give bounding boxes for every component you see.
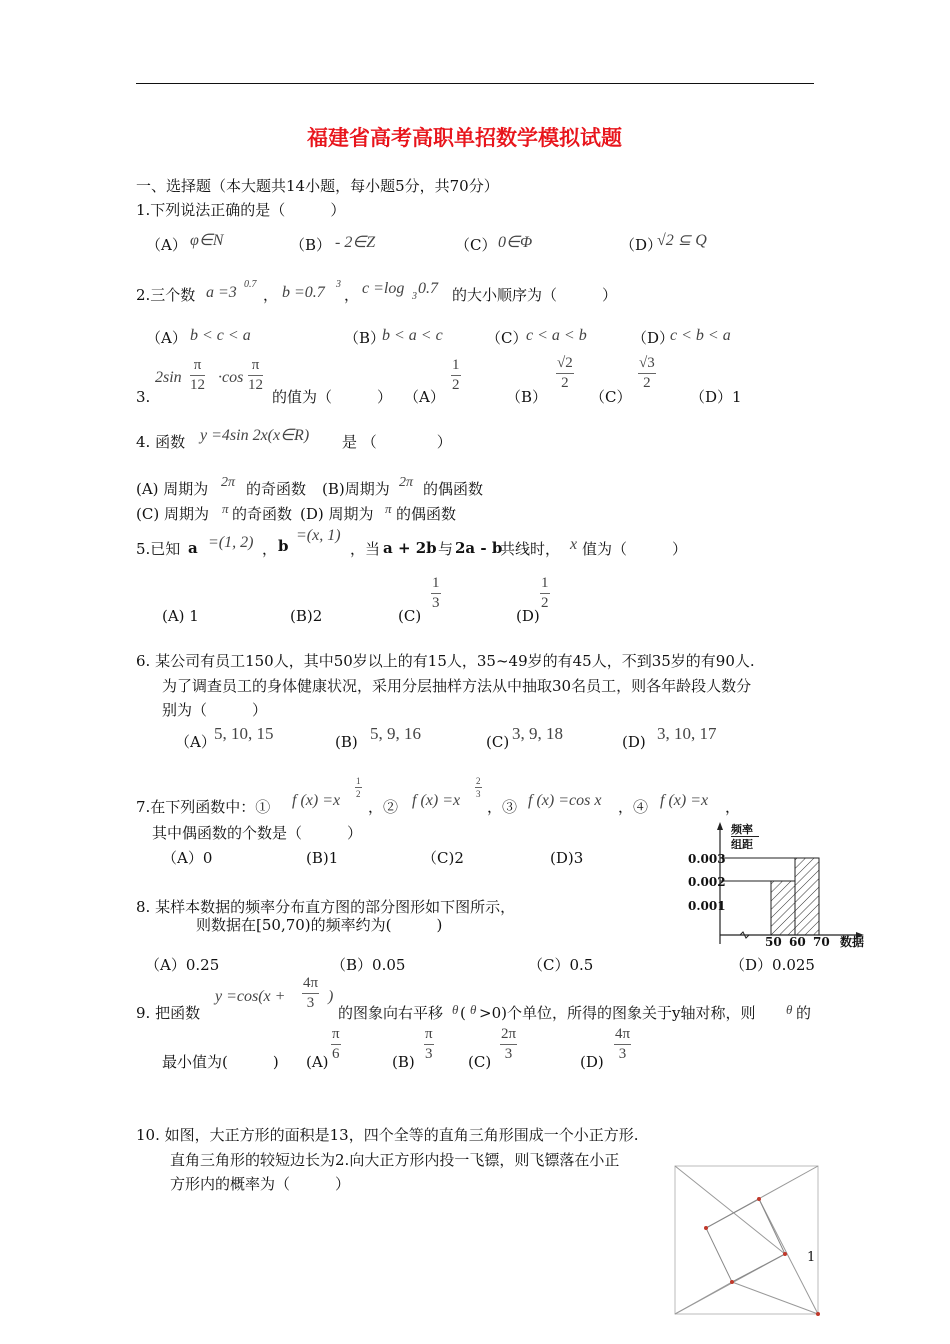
vertex-point [730, 1280, 734, 1284]
histogram-y-tick-0003: 0.003 [688, 852, 726, 866]
q7-lead: 7.在下列函数中：① [136, 798, 271, 816]
q7-f2-exponent: $\frac{2}{3}$ [476, 776, 481, 799]
q3-option-b-value: $\frac{√2}{2}$ [557, 355, 573, 391]
q3-option-a-label: （A） [404, 388, 445, 406]
q9-option-c-value: $\frac{2\pi}{3}$ [501, 1026, 517, 1062]
q9-theta: θ [452, 1002, 459, 1017]
q6-option-b-label: (B) [335, 733, 358, 751]
q1-option-c-expr: 0∈Φ [498, 234, 533, 251]
vertex-point [783, 1252, 787, 1256]
q10-line-2: 直角三角形的较短边长为2.向大正方形内投一飞镖，则飞镖落在小正 [170, 1151, 620, 1169]
q2-c-expr: c =log [362, 280, 405, 297]
q5-variable-x: x [570, 536, 578, 553]
q2-option-d-expr: c < b < a [670, 327, 731, 344]
q2-sep-2: ， [344, 286, 360, 304]
q5-option-a: (A) 1 [162, 607, 199, 625]
q8-line-1: 8. 某样本数据的频率分布直方图的部分图形如下图所示， [136, 898, 516, 916]
q3-fraction-2: $\frac{\pi}{12}$ [248, 357, 263, 393]
q5-vector-a: a [188, 539, 198, 557]
q2-c-arg: 0.7 [418, 280, 438, 297]
q9-cond-open: ( [460, 1004, 466, 1022]
q5-expr-2: 2a - b [455, 539, 503, 557]
q4-tail: 是 （ ） [342, 433, 452, 451]
page-title: 福建省高考高职单招数学模拟试题 [307, 125, 622, 150]
q6-option-c-label: (C) [486, 733, 510, 751]
q5-option-d-value: $\frac{1}{2}$ [541, 575, 549, 611]
q4-option-d-tail: 的偶函数 [396, 505, 457, 523]
q7-f4: f (x) =x [660, 792, 709, 809]
q9-line-2: 最小值为( ) [162, 1053, 279, 1071]
q4-expr: y =4sin 2x(x∈R) [200, 427, 310, 444]
q7-sep-3: ，③ [487, 798, 518, 816]
q3-expr-lead: 2sin [155, 369, 182, 386]
q1-option-b-label: （B） [290, 236, 332, 254]
q9-option-c-label: (C) [468, 1053, 492, 1071]
q5-with: 与 [438, 540, 454, 558]
q7-option-d: (D)3 [550, 849, 584, 867]
histogram-x-label: 数据 [840, 935, 865, 949]
q6-option-a-label: （A） [175, 733, 216, 751]
q8-option-c: （C）0.5 [528, 956, 594, 974]
histogram-x-tick-60: 60 [789, 935, 806, 949]
histogram-y-tick-0001: 0.001 [688, 899, 726, 913]
q9-tail: 的 [796, 1004, 812, 1022]
q9-option-a-label: (A) [306, 1053, 329, 1071]
histogram-x-tick-70: 70 [813, 935, 830, 949]
q5-vector-b: b [278, 537, 289, 555]
q4-option-c-tail: 的奇函数 [232, 505, 293, 523]
page-number: 1 [807, 1250, 816, 1265]
q2-b-exponent: 3 [336, 279, 341, 290]
q4-option-d-text: (D) 周期为 [300, 505, 374, 523]
q2-sep-1: ， [263, 286, 279, 304]
q7-sep-2: ，② [368, 798, 399, 816]
q2-c-base: 3 [412, 291, 417, 302]
q6-option-b-value: 5, 9, 16 [370, 724, 421, 743]
q3-option-a-value: $\frac{1}{2}$ [452, 357, 460, 393]
q7-option-a: （A）0 [162, 849, 213, 867]
q6-option-d-value: 3, 10, 17 [657, 724, 717, 743]
histogram-y-tick-0002: 0.002 [688, 875, 726, 889]
q9-expr-head: y =cos(x + [215, 988, 286, 1005]
q9-expr-close: ) [328, 988, 334, 1005]
q9-option-d-label: (D) [580, 1053, 604, 1071]
q4-option-c-expr: π [222, 501, 229, 516]
q5-option-c-value: $\frac{1}{3}$ [432, 575, 440, 611]
vertex-point [816, 1312, 820, 1316]
histogram-bar-60-70 [795, 858, 819, 935]
q10-line-3: 方形内的概率为（ ） [170, 1175, 351, 1193]
q3-option-d: （D）1 [690, 388, 742, 406]
q8-option-b: （B）0.05 [331, 956, 406, 974]
q6-line-1: 6. 某公司有员工150人，其中50岁以上的有15人，35~49岁的有45人，不到35岁的有90人. [136, 652, 755, 670]
inner-square [706, 1199, 785, 1282]
q3-number: 3. [136, 388, 151, 406]
q5-option-c-label: (C) [398, 607, 422, 625]
section-heading: 一、选择题（本大题共14小题，每小题5分，共70分） [136, 177, 499, 195]
q2-b-expr: b =0.7 [282, 284, 325, 301]
q3-option-c-label: （C） [590, 388, 632, 406]
q6-line-2: 为了调查员工的身体健康状况，采用分层抽样方法从中抽取30名员工，则各年龄段人数分 [162, 677, 752, 695]
q7-sep-4: ，④ [618, 798, 649, 816]
histogram-x-tick-50: 50 [765, 935, 782, 949]
q6-option-a-value: 5, 10, 15 [214, 724, 274, 743]
q9-expr-fraction: $\frac{4\pi}{3}$ [303, 975, 319, 1011]
q4-option-c-text: (C) 周期为 [136, 505, 209, 523]
q9-option-a-value: $\frac{\pi}{6}$ [332, 1026, 340, 1062]
q7-line-2: 其中偶函数的个数是（ ） [152, 824, 363, 842]
q6-option-d-label: (D) [622, 733, 646, 751]
q6-line-3: 别为（ ） [162, 701, 268, 719]
q5-lead: 5.已知 [136, 540, 181, 558]
q7-f1: f (x) =x [292, 792, 341, 809]
q5-option-b: (B)2 [290, 607, 323, 625]
q2-option-c-label: （C） [486, 329, 528, 347]
q1-option-d-expr: √2 ⊆ Q [657, 232, 707, 249]
outer-square [675, 1166, 818, 1314]
q8-line-2: 则数据在[50,70)的频率约为( ) [196, 916, 443, 934]
q4-lead: 4. 函数 [136, 433, 186, 451]
pinwheel-square-figure [668, 1160, 828, 1320]
q1-option-b-expr: - 2∈Z [335, 234, 376, 251]
histogram-y-label-bottom: 组距 [731, 838, 753, 851]
q5-sep: ， [262, 540, 278, 558]
vertex-point [757, 1197, 761, 1201]
q7-f1-exponent: $\frac{1}{2}$ [356, 776, 361, 799]
q1-option-d-label: （D） [620, 236, 663, 254]
q7-f2: f (x) =x [412, 792, 461, 809]
q2-tail: 的大小顺序为（ ） [452, 286, 618, 304]
q5-option-d-label: (D) [516, 607, 540, 625]
q8-option-a: （A）0.25 [145, 956, 220, 974]
q5-tail: 共线时， [500, 540, 561, 558]
q3-option-b-label: （B） [506, 388, 548, 406]
q3-fraction-1: $\frac{\pi}{12}$ [190, 357, 205, 393]
q7-sep-5: ， [725, 798, 741, 816]
q5-tail-2: 值为（ ） [582, 540, 688, 558]
q2-lead: 2.三个数 [136, 286, 196, 304]
q1-option-c-label: （C） [455, 236, 497, 254]
q2-a-expr: a =3 [206, 284, 237, 301]
q4-option-b-expr: 2π [399, 475, 414, 490]
histogram-bar-50-60 [771, 881, 795, 935]
q7-f3: f (x) =cos x [528, 792, 602, 809]
q9-cond: >0)个单位，所得的图象关于y轴对称，则 [479, 1004, 756, 1022]
q2-a-exponent: 0.7 [244, 279, 257, 290]
q7-option-b: (B)1 [306, 849, 339, 867]
q2-option-c-expr: c < a < b [526, 327, 587, 344]
q3-tail: 的值为（ ） [272, 388, 393, 406]
q2-option-d-label: （D） [632, 329, 675, 347]
q4-option-a-tail: 的奇函数 [246, 480, 307, 498]
q4-option-d-expr: π [385, 501, 392, 516]
q2-option-a-label: （A） [146, 329, 187, 347]
q4-option-b-text: (B)周期为 [322, 480, 390, 498]
q5-vector-a-value: =(1, 2) [208, 534, 254, 551]
histogram-y-label-top: 频率 [731, 823, 753, 836]
q6-option-c-value: 3, 9, 18 [512, 724, 563, 743]
q5-expr-1: a + 2b [383, 539, 437, 557]
q7-option-c: （C)2 [422, 849, 464, 867]
q3-expr-cos: ·cos [218, 369, 244, 386]
histogram-y-label-rule [731, 836, 759, 837]
q1-option-a-label: （A） [146, 236, 187, 254]
q9-option-b-value: $\frac{\pi}{3}$ [425, 1026, 433, 1062]
q4-option-a-expr: 2π [221, 475, 236, 490]
q4-option-a-text: (A) 周期为 [136, 480, 209, 498]
q1-option-a-expr: φ∈N [190, 232, 224, 249]
q2-option-a-expr: b < c < a [190, 327, 251, 344]
q10-line-1: 10. 如图，大正方形的面积是13，四个全等的直角三角形围成一个小正方形. [136, 1126, 639, 1144]
q5-vector-b-value: =(x, 1) [296, 527, 341, 544]
q9-lead: 9. 把函数 [136, 1004, 201, 1022]
q9-option-d-value: $\frac{4\pi}{3}$ [615, 1026, 631, 1062]
q4-option-b-tail: 的偶函数 [423, 480, 484, 498]
q9-mid: 的图象向右平移 [338, 1004, 444, 1022]
q9-option-b-label: (B) [392, 1053, 415, 1071]
q9-theta-2: θ [470, 1002, 477, 1017]
q8-option-d: （D）0.025 [730, 956, 815, 974]
q2-option-b-label: （B） [344, 329, 386, 347]
q3-option-c-value: $\frac{√3}{2}$ [639, 355, 655, 391]
q9-theta-3: θ [786, 1002, 793, 1017]
q5-mid: ，当 [350, 540, 381, 558]
vertex-point [704, 1226, 708, 1230]
q1-stem: 1.下列说法正确的是（ ） [136, 201, 346, 219]
q2-option-b-expr: b < a < c [382, 327, 443, 344]
header-rule [136, 83, 814, 84]
